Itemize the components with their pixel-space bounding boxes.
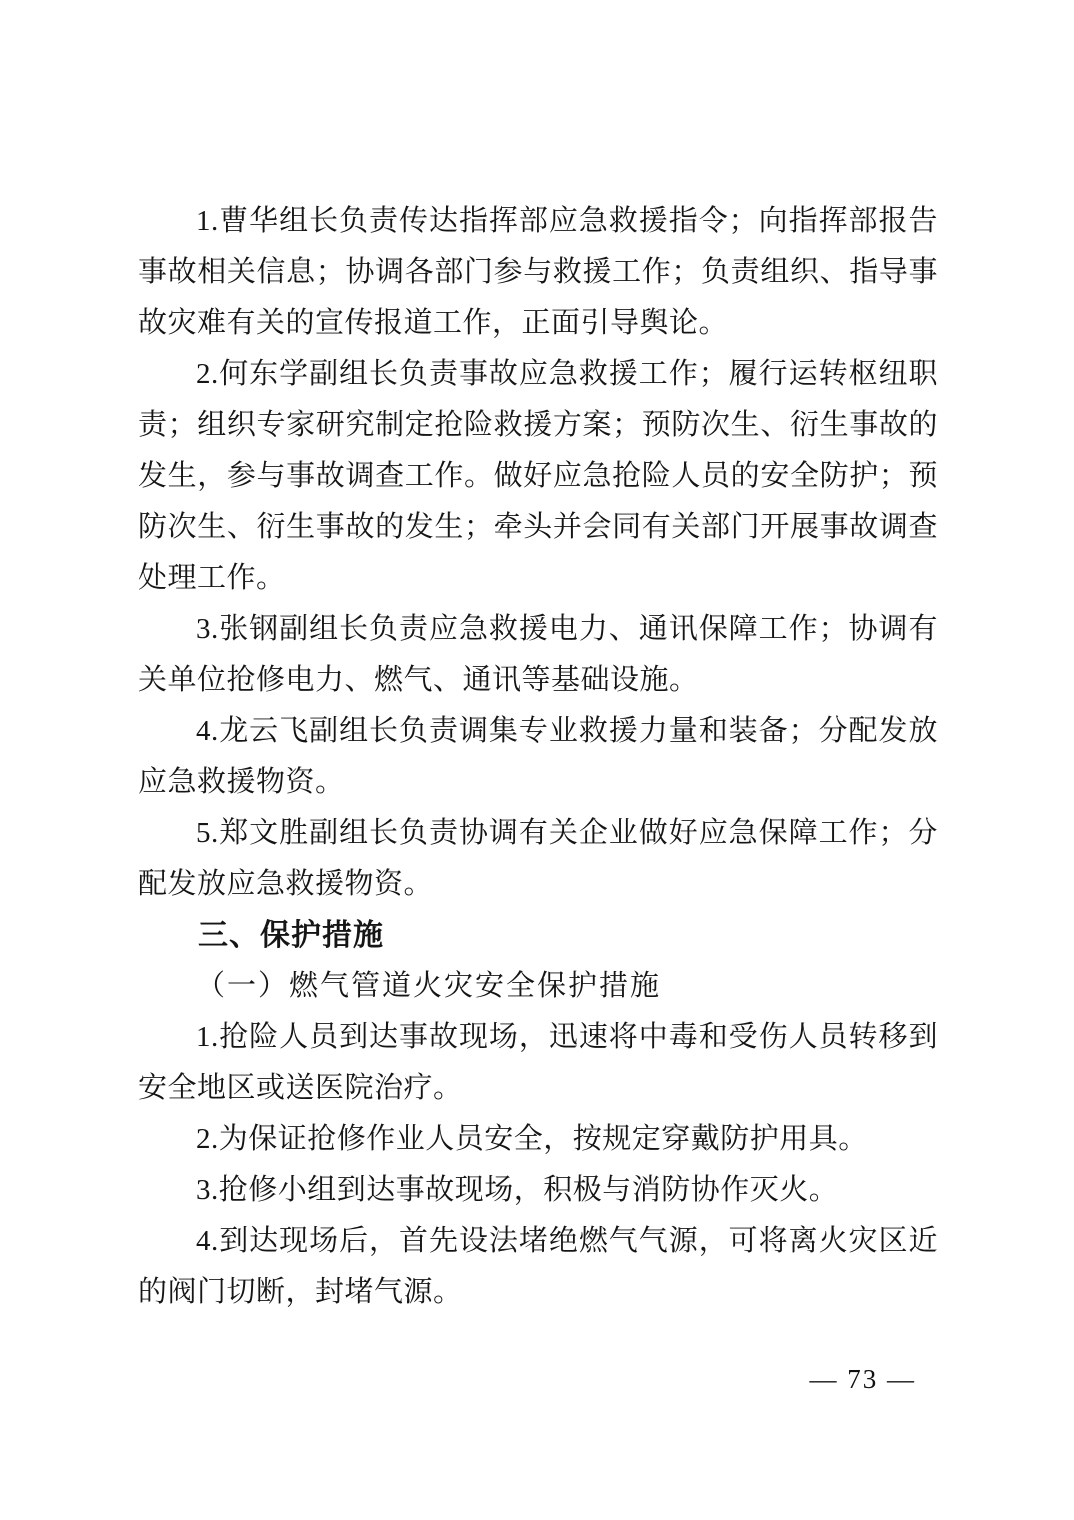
document-body xyxy=(138,196,938,1318)
paragraph-measure-4: 4.到达现场后，首先设法堵绝燃气气源，可将离火灾区近的阀门切断，封堵气源。 xyxy=(138,1225,938,1308)
paragraph-duty-3: 3.张钢副组长负责应急救援电力、通讯保障工作；协调有关单位抢修电力、燃气、通讯等基础设施。 xyxy=(138,613,938,696)
section-heading-protection-measures: 三、保护措施 xyxy=(198,919,384,952)
paragraph-measure-2: 2.为保证抢修作业人员安全，按规定穿戴防护用具。 xyxy=(196,1123,868,1155)
paragraph-duty-4: 4.龙云飞副组长负责调集专业救援力量和装备；分配发放应急救援物资。 xyxy=(138,715,938,798)
paragraph-measure-1: 1.抢险人员到达事故现场，迅速将中毒和受伤人员转移到安全地区或送医院治疗。 xyxy=(138,1021,938,1104)
paragraph-duty-5: 5.郑文胜副组长负责协调有关企业做好应急保障工作；分配发放应急救援物资。 xyxy=(138,817,938,900)
paragraph-duty-1: 1.曹华组长负责传达指挥部应急救援指令；向指挥部报告事故相关信息；协调各部门参与救援工作；负责组织、指导事故灾难有关的宣传报道工作，正面引导舆论。 xyxy=(138,205,938,339)
paragraph-duty-2: 2.何东学副组长负责事故应急救援工作；履行运转枢纽职责；组织专家研究制定抢险救援方案；预防次生、衍生事故的发生，参与事故调查工作。做好应急抢险人员的安全防护；预防次生、衍生事故的发生；牵头并会同有关部门开展事故调查处理工作。 xyxy=(138,358,938,594)
paragraph-measure-3: 3.抢修小组到达事故现场，积极与消防协作灭火。 xyxy=(196,1174,839,1206)
page-number: — 73 — xyxy=(809,1364,916,1394)
subsection-heading-gas-pipeline-fire: （一）燃气管道火灾安全保护措施 xyxy=(196,970,662,1002)
